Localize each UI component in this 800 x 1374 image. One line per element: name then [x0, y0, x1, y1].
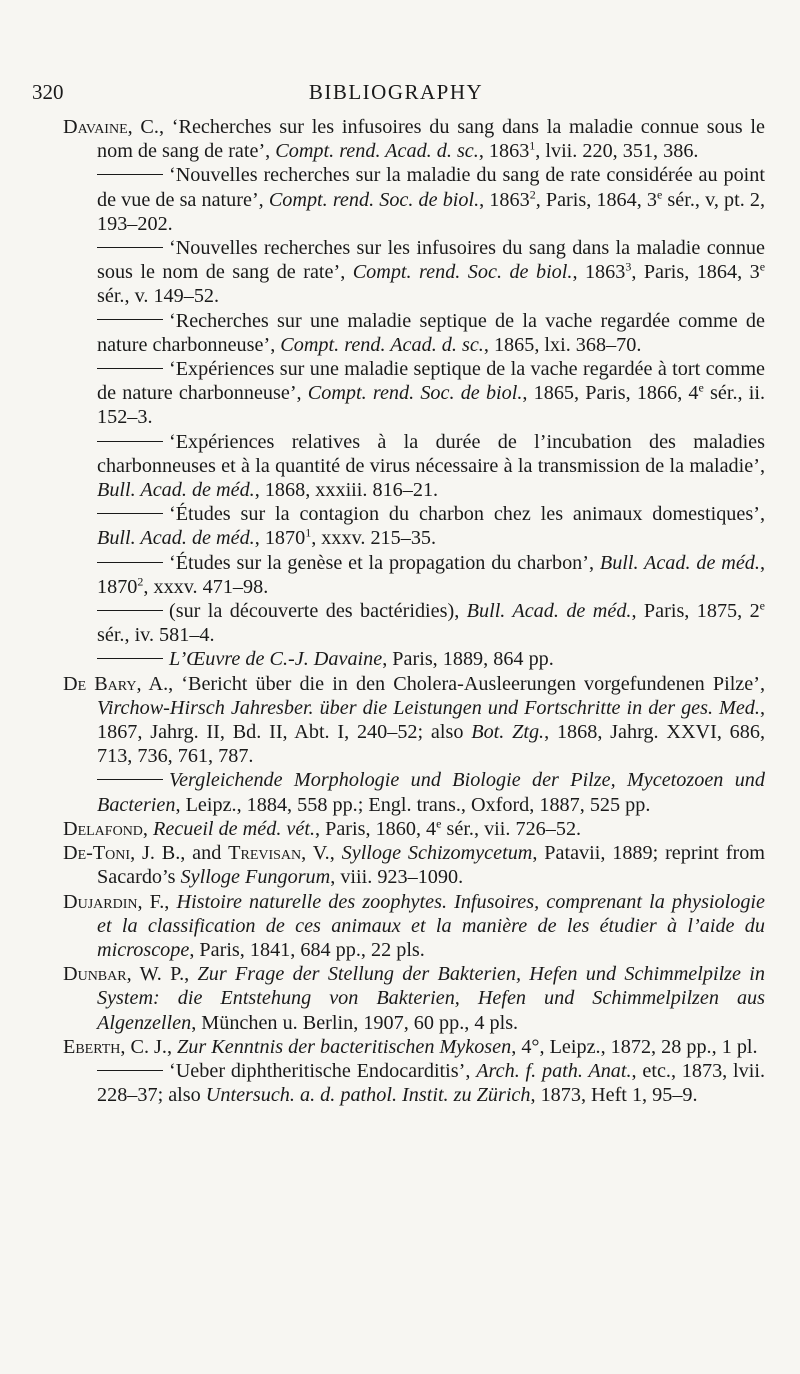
entry-text: ‘Expériences relatives à la durée de l’incubation des maladies charbonneuses et à la quantité de virus nécessaire à la transmission de la maladie’, — [97, 430, 765, 477]
entry-text: sér., ii. 152–3. — [97, 382, 766, 429]
ditto-dash — [97, 319, 163, 320]
entry-text: , München u. Berlin, 1907, 60 pp., 4 pls. — [191, 1011, 519, 1034]
ditto-dash — [97, 610, 163, 611]
entry-title-italic: Compt. rend. Acad. d. sc. — [280, 333, 484, 356]
running-head: BIBLIOGRAPHY — [308, 80, 484, 104]
entry-text: , 1863 — [479, 188, 530, 211]
entry-title-italic: Histoire naturelle des zoophytes. Infusoires, comprenant la physiologie et la classification de ces animaux et la manière de les étudier à l’aide du microscope — [97, 890, 765, 961]
bibliography-entry — [63, 1059, 765, 1107]
entry-text: , 1863 — [478, 140, 530, 163]
entry-author: Davaine — [63, 116, 128, 138]
entry-text: ‘Études sur la genèse et la propagation du charbon’, — [169, 551, 600, 574]
ditto-dash — [97, 1070, 163, 1071]
entry-text: sér., v. 149–52. — [97, 285, 220, 308]
entry-title-italic: Vergleichende Morphologie und Biologie der Pilze, Mycetozoen und Bacterien — [97, 769, 765, 816]
bibliography-entry — [63, 115, 765, 163]
entry-title-italic: Recueil de méd. vét. — [153, 817, 315, 840]
entry-author-rest: , J. B., and — [130, 842, 229, 865]
ditto-dash — [97, 513, 163, 514]
entry-text: , 1867, Jahrg. II, Bd. II, Abt. I, 240–52; also — [97, 696, 765, 744]
entry-author: De Bary — [63, 672, 137, 695]
entry-superscript: 1 — [305, 525, 312, 540]
entry-text: ‘Recherches sur les infusoires du sang dans la maladie connue sous le nom de sang de rate’, — [97, 116, 765, 163]
ditto-dash — [97, 368, 163, 369]
entry-author-rest: , C. J., — [120, 1035, 178, 1058]
page-number: 320 — [32, 80, 64, 104]
entry-title-italic: Virchow-Hirsch Jahresber. über die Leistungen und Fortschritte in der ges. Med. — [97, 696, 760, 719]
entry-title-italic: Bot. Ztg. — [471, 721, 545, 744]
entry-title-italic: Bull. Acad. de méd. — [97, 479, 255, 502]
entry-author: Dunbar — [63, 963, 127, 986]
bibliography-entry — [63, 647, 765, 671]
entry-superscript: 1 — [529, 138, 536, 153]
bibliography-entry — [63, 502, 765, 550]
entry-text: sér., vii. 726–52. — [441, 817, 582, 840]
entry-superscript: e — [698, 380, 704, 395]
entry-text: , 1870 — [97, 551, 765, 598]
bibliography-entry — [63, 551, 765, 599]
bibliography-entry — [63, 430, 765, 503]
entry-text: , 1868, xxxiii. 816–21. — [254, 479, 439, 502]
entry-text: , Paris, 1875, 2 — [631, 600, 760, 623]
entry-title-italic: Sylloge Schizomycetum — [341, 842, 533, 865]
ditto-dash — [97, 779, 163, 780]
bibliography-entry — [63, 841, 765, 889]
entry-author: Dujardin — [63, 890, 138, 913]
entry-text: ‘Nouvelles recherches sur la maladie du sang de rate considérée au point de vue de sa nature’, — [97, 164, 765, 211]
entry-title-italic: Compt. rend. Soc. de biol. — [352, 261, 573, 284]
ditto-dash — [97, 562, 163, 563]
entry-title-italic: Compt. rend. Soc. de biol. — [307, 382, 523, 405]
ditto-dash — [97, 441, 163, 442]
entry-text: , 4°, Leipz., 1872, 28 pp., 1 pl. — [511, 1035, 758, 1058]
entry-text: Trevisan — [228, 842, 302, 865]
entry-text: , 1868, Jahrg. XXVI, 686, 713, 736, 761, 787. — [97, 721, 765, 768]
bibliography-entry — [63, 599, 765, 647]
entry-title-italic: L’Œuvre de C.-J. Davaine — [169, 648, 383, 671]
entry-text: ‘Nouvelles recherches sur les infusoires du sang dans la maladie connue sous le nom de sang de rate’, — [97, 237, 765, 284]
bibliography-entry — [63, 890, 765, 963]
entry-text: , 1873, Heft 1, 95–9. — [530, 1084, 698, 1107]
entry-text: , Paris, 1841, 684 pp., 22 pls. — [189, 938, 425, 961]
bibliography-entry — [63, 236, 765, 309]
entry-text: , xxxv. 215–35. — [311, 527, 437, 550]
entry-title-italic: Zur Frage der Stellung der Bakterien, Hefen und Schimmelpilze in System: die Entstehung von Bakterien, Hefen und Schimmelpilzen aus Algenzellen — [97, 963, 765, 1034]
entry-text: , xxxv. 471–98. — [143, 575, 269, 598]
entry-text: , 1863 — [572, 261, 626, 284]
entry-superscript: 2 — [529, 186, 536, 201]
entry-text: , Paris, 1864, 3 — [535, 188, 657, 211]
bibliography-entry — [63, 962, 765, 1035]
bibliography-entry — [63, 357, 765, 430]
page-header — [32, 80, 760, 110]
ditto-dash — [97, 174, 163, 175]
entry-author: Eberth — [63, 1035, 121, 1058]
entry-text: , Patavii, 1889; reprint from Sacardo’s — [97, 842, 765, 889]
bibliography-entry — [63, 817, 765, 841]
entry-title-italic: Bull. Acad. de méd. — [466, 600, 632, 623]
ditto-dash — [97, 247, 163, 248]
entry-text: ‘Recherches sur une maladie septique de la vache regardée comme de nature charbonneuse’, — [97, 309, 765, 356]
entry-title-italic: Bull. Acad. de méd. — [97, 527, 255, 550]
entry-text: , viii. 923–1090. — [330, 866, 464, 889]
entry-text: , lvii. 220, 351, 386. — [535, 140, 699, 163]
entry-text: ‘Ueber diphtheritische Endocarditis’, — [169, 1059, 477, 1082]
entry-text: , 1865, lxi. 368–70. — [483, 333, 642, 356]
ditto-dash — [97, 658, 163, 659]
entry-text: , Paris, 1889, 864 pp. — [382, 648, 554, 671]
bibliography-entries — [63, 115, 765, 1107]
entry-text: ‘Expériences sur une maladie septique de la vache regardée à tort comme de nature charbonneuse’, — [97, 358, 765, 405]
entry-superscript: e — [759, 259, 766, 274]
entry-text: , Leipz., 1884, 558 pp.; Engl. trans., Oxford, 1887, 525 pp. — [175, 793, 651, 816]
entry-text: , 1870 — [254, 527, 306, 550]
bibliography-entry — [63, 768, 765, 816]
entry-text: ‘Études sur la contagion du charbon chez les animaux domestiques’, — [169, 503, 765, 526]
bibliography-entry — [63, 309, 765, 357]
entry-author-rest: , F., — [137, 890, 177, 913]
entry-text: , Paris, 1864, 3 — [631, 261, 760, 284]
entry-author-rest: , W. P., — [126, 963, 198, 986]
entry-superscript: 2 — [137, 574, 144, 589]
entry-title-italic: Sylloge Fungorum — [180, 866, 331, 889]
entry-title-italic: Bull. Acad. de méd. — [599, 551, 760, 574]
entry-text: , etc., 1873, lvii. 228–37; also — [97, 1059, 765, 1107]
entry-superscript: e — [657, 186, 663, 201]
entry-text: , V., — [301, 842, 342, 865]
entry-superscript: e — [759, 598, 765, 613]
entry-title-italic: Arch. f. path. Anat. — [476, 1059, 632, 1082]
bibliography-entry — [63, 163, 765, 236]
entry-text: sér., iv. 581–4. — [97, 624, 215, 647]
entry-text: , 1865, Paris, 1866, 4 — [522, 382, 699, 405]
bibliography-entry — [63, 672, 765, 769]
entry-author: De-Toni — [63, 842, 131, 865]
entry-superscript: 3 — [625, 259, 632, 274]
entry-text: , Paris, 1860, 4 — [315, 817, 437, 840]
entry-author-rest: , A., — [136, 672, 182, 695]
entry-text: sér., v, pt. 2, 193–202. — [97, 188, 765, 235]
entry-author-rest: , — [142, 817, 154, 840]
entry-text: (sur la découverte des bactéridies), — [169, 600, 467, 623]
entry-text: ‘Bericht über die in den Cholera-Ausleerungen vorgefundenen Pilze’, — [181, 672, 765, 695]
bibliography-entry — [63, 1035, 765, 1059]
entry-title-italic: Zur Kenntnis der bacteritischen Mykosen — [177, 1035, 512, 1058]
entry-author-rest: , C., — [127, 116, 172, 138]
entry-superscript: e — [436, 816, 442, 831]
entry-title-italic: Untersuch. a. d. pathol. Instit. zu Zürich — [205, 1084, 531, 1107]
entry-title-italic: Compt. rend. Acad. d. sc. — [275, 140, 479, 163]
entry-title-italic: Compt. rend. Soc. de biol. — [268, 188, 480, 211]
entry-author: Delafond — [63, 817, 143, 840]
